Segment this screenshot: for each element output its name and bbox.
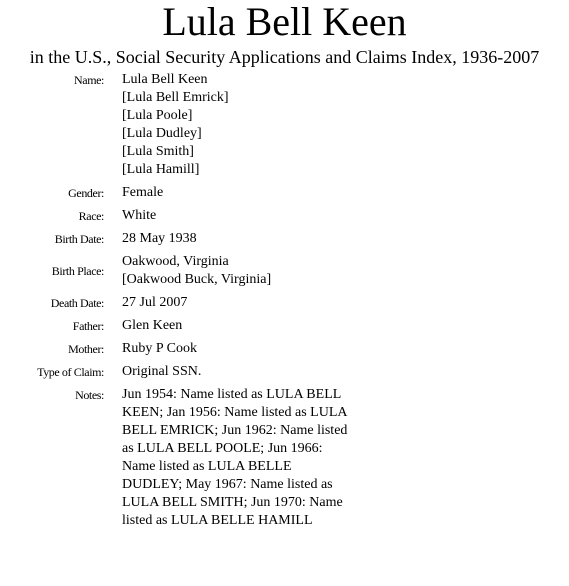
death-date-label: Death Date: [50,295,104,310]
name-value: Lula Bell Keen [122,72,208,87]
record-title: Lula Bell Keen [162,0,407,44]
notes-value-wrapper [122,386,354,530]
alias-value: [Lula Bell Emrick] [122,90,229,105]
mother-value: Ruby P Cook [122,341,197,356]
notes-value: Jun 1954: Name listed as LULA BELL KEEN; Jan 1956: Name listed as LULA BELL EMRICK; Jun 1962: Name listed as LULA BELL POOLE; Jun 1966: Name listed as LULA BELLE DUDLEY; May 1967: Name listed as LULA BELL SMITH; Jun 1970: Name listed as LULA BELLE HAMILL [122,387,348,528]
father-value: Glen Keen [122,318,183,333]
mother-row [0,340,569,358]
birth-date-value: 28 May 1938 [122,231,197,246]
alias-value: [Lula Smith] [122,144,194,159]
record-fields [0,71,569,530]
type-of-claim-label: Type of Claim: [37,364,104,379]
birth-place-row [0,253,569,289]
collection-subtitle: in the U.S., Social Security Applications and Claims Index, 1936-2007 [29,47,540,67]
alias-value: [Lula Hamill] [122,162,200,177]
notes-label: Notes: [75,388,104,402]
type-of-claim-row [0,363,569,381]
death-date-value: 27 Jul 2007 [122,295,188,310]
gender-row [0,184,569,202]
race-label: Race: [78,208,104,223]
type-of-claim-value: Original SSN. [122,364,202,379]
father-row [0,317,569,335]
race-row [0,207,569,225]
birth-place-value: Oakwood, Virginia [122,254,229,269]
gender-value: Female [122,185,164,200]
birth-place-alt-value: [Oakwood Buck, Virginia] [122,272,272,287]
death-date-row [0,294,569,312]
birth-date-row [0,230,569,248]
birth-date-label: Birth Date: [54,231,104,246]
name-label: Name: [74,73,104,87]
alias-value: [Lula Poole] [122,108,193,123]
birth-place-label: Birth Place: [51,263,104,278]
gender-label: Gender: [68,185,104,200]
mother-label: Mother: [68,341,104,356]
name-values [122,71,362,179]
alias-value: [Lula Dudley] [122,126,202,141]
father-label: Father: [72,318,104,333]
race-value: White [122,208,157,223]
notes-row [0,386,569,530]
name-row [0,71,569,179]
birth-place-values [122,253,362,289]
